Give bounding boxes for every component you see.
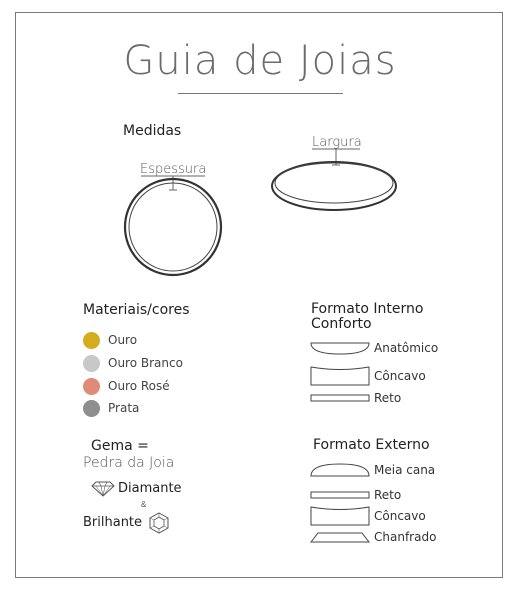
material-ouro-branco xyxy=(83,355,183,371)
material-label: Ouro xyxy=(108,333,138,347)
reto-externo-shape-icon xyxy=(310,489,370,501)
shape-concavo-externo xyxy=(310,506,426,526)
shape-anatomico xyxy=(310,340,438,356)
largura-label: Largura xyxy=(312,135,362,150)
shape-meia-cana xyxy=(310,462,435,478)
shape-label: Côncavo xyxy=(374,369,426,383)
shape-concavo-interno xyxy=(310,366,426,386)
chanfrado-shape-icon xyxy=(310,531,370,543)
shape-label: Reto xyxy=(374,391,402,405)
meia-cana-shape-icon xyxy=(310,462,370,478)
ouro-rose-swatch xyxy=(83,378,100,395)
page-title: Guia de Joias xyxy=(123,38,397,84)
shape-chanfrado xyxy=(310,530,436,544)
material-ouro xyxy=(83,332,137,348)
concavo-shape-icon xyxy=(310,366,370,386)
shape-label: Meia cana xyxy=(374,463,436,477)
materiais-heading: Materiais/cores xyxy=(83,302,190,318)
formato-interno-heading xyxy=(311,302,423,332)
anatomico-shape-icon xyxy=(310,340,370,356)
diamond-icon xyxy=(89,481,117,497)
reto-shape-icon xyxy=(310,392,370,404)
material-prata xyxy=(83,400,139,416)
shape-label: Côncavo xyxy=(374,509,426,523)
material-label: Prata xyxy=(108,401,140,415)
gema-heading: Gema = xyxy=(91,438,149,454)
brilliant-cut-icon xyxy=(147,511,171,535)
medidas-heading: Medidas xyxy=(123,123,182,139)
formato-externo-heading: Formato Externo xyxy=(313,437,430,453)
material-ouro-rose xyxy=(83,378,170,394)
brilhante-label: Brilhante xyxy=(83,515,143,530)
title-underline xyxy=(178,93,343,94)
gema-subheading: Pedra da Joia xyxy=(83,455,175,471)
shape-reto-externo xyxy=(310,488,401,502)
prata-swatch xyxy=(83,400,100,417)
formato-interno-line1: Formato Interno xyxy=(311,301,424,317)
espessura-label: Espessura xyxy=(140,162,207,177)
shape-label: Chanfrado xyxy=(374,530,437,544)
ouro-swatch xyxy=(83,332,100,349)
material-label: Ouro Rosé xyxy=(108,379,170,393)
shape-label: Reto xyxy=(374,488,402,502)
ouro-branco-swatch xyxy=(83,355,100,372)
ring-side-icon xyxy=(268,143,398,218)
concavo-externo-shape-icon xyxy=(310,506,370,526)
ampersand: & xyxy=(141,500,147,509)
formato-interno-line2: Conforto xyxy=(311,316,372,332)
material-label: Ouro Branco xyxy=(108,356,183,370)
shape-label: Anatômico xyxy=(374,341,439,355)
ring-front-icon xyxy=(115,170,235,280)
diamante-label: Diamante xyxy=(118,481,182,496)
shape-reto-interno xyxy=(310,391,401,405)
